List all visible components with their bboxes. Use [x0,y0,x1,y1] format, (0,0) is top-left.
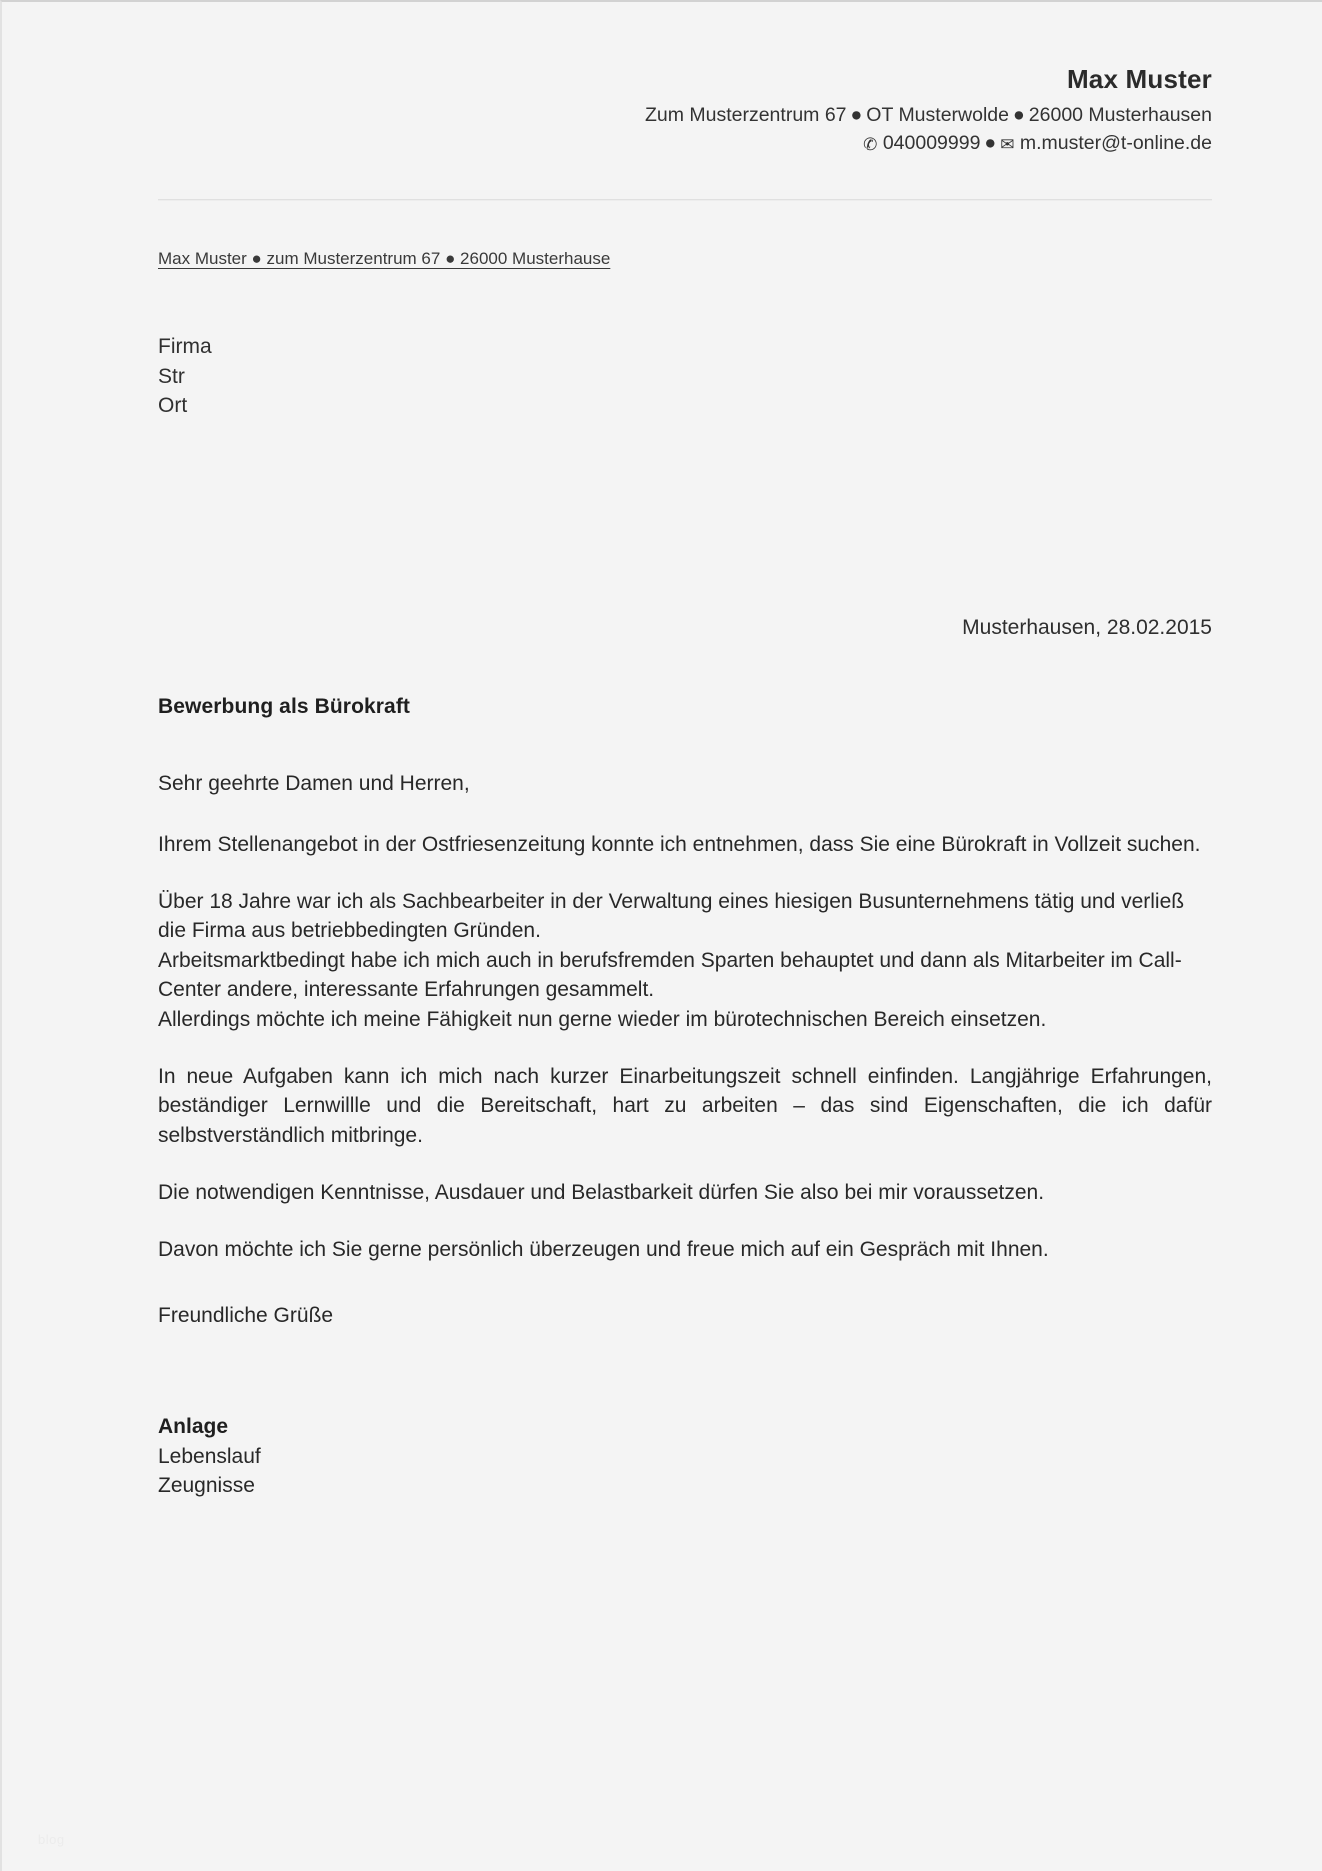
enclosures-heading: Anlage [158,1415,229,1439]
bullet-separator-icon: ● [1013,104,1025,127]
body-paragraph-3: Arbeitsmarktbedingt habe ich mich auch in berufsfremden Sparten behauptet und dann als Mitarbeiter im Call-Center andere, interessante Erfahrungen gesammelt. [158,948,1182,1002]
body-paragraph-4: Allerdings möchte ich meine Fähigkeit nun gerne wieder im bürotechnischen Bereich einsetzen. [158,1007,1047,1031]
body-paragraph-2: Über 18 Jahre war ich als Sachbearbeiter in der Verwaltung eines hiesigen Busunternehmens tätig und verließ die Firma aus betriebbedingten Gründen. [158,889,1185,943]
subject-line: Bewerbung als Bürokraft [158,695,411,719]
letterhead-district: OT Musterwolde [866,104,1009,127]
salutation: Sehr geehrte Damen und Herren, [158,772,470,796]
letterhead-phone: 040009999 [882,132,981,155]
letter-body [158,769,1212,1330]
recipient-line-street: Str [158,364,185,388]
letterhead-name: Max Muster [1066,64,1212,94]
enclosures-block [158,1412,1212,1500]
bullet-separator-icon: ● [850,104,863,127]
dateline: Musterhausen, 28.02.2015 [962,616,1212,640]
envelope-icon: ✉ [1000,135,1015,155]
body-paragraph-6: Die notwendigen Kenntnisse, Ausdauer und Belastbarkeit dürfen Sie also bei mir voraussetzen. [158,1181,1045,1205]
enclosure-item: Lebenslauf [158,1444,261,1468]
letterhead-divider [158,199,1212,201]
bullet-separator-icon: ● [984,132,997,155]
page-watermark: blog [38,1832,65,1847]
recipient-address-block [158,332,1212,421]
letterhead-address-line [158,101,1212,129]
telephone-icon: ✆ [863,135,878,155]
letter-content [158,2,1212,1500]
recipient-line-company: Firma [158,334,212,358]
letterhead-street: Zum Musterzentrum 67 [644,104,847,127]
letterhead-contact-line [158,129,1212,157]
closing-greeting: Freundliche Grüße [158,1303,334,1327]
sender-address-strip: Max Muster ● zum Musterzentrum 67 ● 26000 Musterhause [158,248,611,268]
recipient-line-city: Ort [158,394,188,418]
letterhead [158,2,1212,158]
letterhead-city: 26000 Musterhausen [1028,104,1212,127]
body-paragraph-5: In neue Aufgaben kann ich mich nach kurzer Einarbeitungszeit schnell einfinden. Langjährige Erfahrungen, beständiger Lernwillle und die Bereitschaft, hart zu arbeiten – das sind Eigenschaften, die ich dafür selbstverständlich mitbringe. [158,1064,1212,1147]
letterhead-email: m.muster@t-online.de [1019,132,1212,155]
enclosure-item: Zeugnisse [158,1474,255,1498]
body-paragraph-7: Davon möchte ich Sie gerne persönlich überzeugen und freue mich auf ein Gespräch mit Ihnen. [158,1238,1049,1262]
body-paragraph-1: Ihrem Stellenangebot in der Ostfriesenzeitung konnte ich entnehmen, dass Sie eine Bürokraft in Vollzeit suchen. [158,832,1201,856]
